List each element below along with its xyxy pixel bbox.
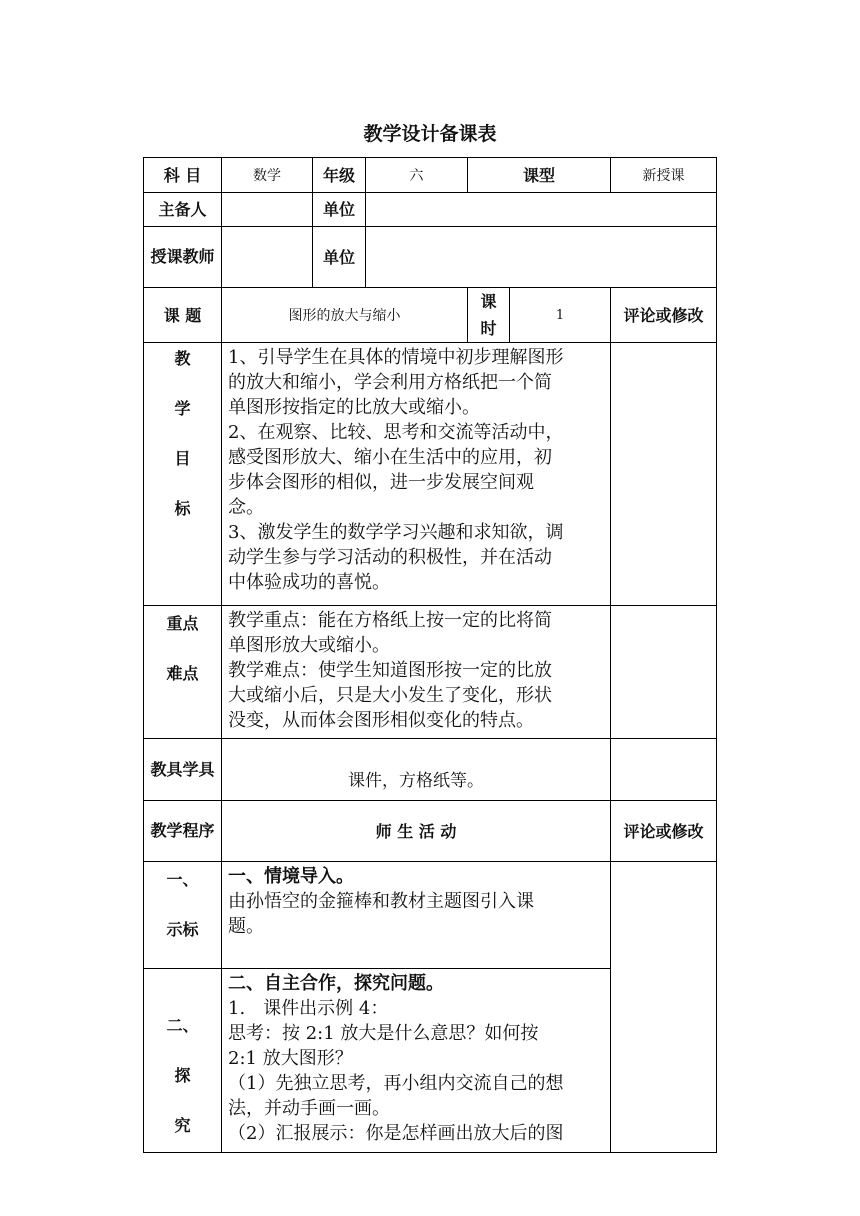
grade-value: 六: [366, 158, 468, 193]
teacher-value: [222, 227, 313, 288]
row-topic: [144, 288, 717, 343]
subject-label: 科 目: [144, 158, 222, 193]
row-step1: [144, 862, 717, 969]
row-teacher: [144, 227, 717, 288]
row-objectives: [144, 343, 717, 606]
step1-label: 一、 示标: [144, 862, 222, 969]
teacher-unit-label: 单位: [313, 227, 366, 288]
objectives-text: 1、引导学生在具体的情境中初步理解图形 的放大和缩小，学会利用方格纸把一个简 单图形按指定的比放大或缩小。 2、在观察、比较、思考和交流等活动中， 感受图形放大、缩小在生活中的应用，初 步体会图形的相似，进一步发展空间观 念。 3、激发学生的数学学习兴趣和求知欲，调 动学生参与学习活动的积极性，并在活动 中体验成功的喜悦。: [222, 343, 611, 606]
tools-label: 教具学具: [144, 739, 222, 801]
row-subject: [144, 158, 717, 193]
procedure-comment-label: 评论或修改: [611, 801, 717, 862]
teacher-unit-value: [366, 227, 717, 288]
row-procedure-header: [144, 801, 717, 862]
preparer-unit-label: 单位: [313, 193, 366, 227]
activity-label: 师 生 活 动: [222, 801, 611, 862]
row-preparer: [144, 193, 717, 227]
type-value: 新授课: [611, 158, 717, 193]
topic-label: 课 题: [144, 288, 222, 343]
period-label: 课时: [468, 288, 510, 343]
subject-value: 数学: [222, 158, 313, 193]
objectives-comment: [611, 343, 717, 606]
objectives-label: 教 学 目 标: [144, 343, 222, 606]
grade-label: 年级: [313, 158, 366, 193]
procedure-label: 教学程序: [144, 801, 222, 862]
page-title: 教学设计备课表: [363, 123, 497, 145]
tools-value: 课件，方格纸等。: [222, 739, 611, 801]
preparer-label: 主备人: [144, 193, 222, 227]
step2-text: 二、自主合作，探究问题。 1. 课件出示例 4： 思考：按 2:1 放大是什么意思？如何按 2:1 放大图形？ （1）先独立思考，再小组内交流自己的想 法，并动手画一画。 （2）汇报展示：你是怎样画出放大后的图: [222, 969, 611, 1153]
row-keypoints: [144, 606, 717, 739]
keypoints-label: 重点 难点: [144, 606, 222, 739]
row-tools: [144, 739, 717, 801]
keypoints-text: 教学重点：能在方格纸上按一定的比将简 单图形放大或缩小。 教学难点：使学生知道图形按一定的比放 大或缩小后，只是大小发生了变化，形状 没变，从而体会图形相似变化的特点。: [222, 606, 611, 739]
period-value: 1: [510, 288, 611, 343]
step2-label: 二、 探 究: [144, 969, 222, 1153]
type-label: 课型: [468, 158, 611, 193]
preparer-unit-value: [366, 193, 717, 227]
lesson-plan-table: [143, 157, 717, 1153]
preparer-value: [222, 193, 313, 227]
teacher-label: 授课教师: [144, 227, 222, 288]
steps-comment: [611, 862, 717, 1153]
topic-value: 图形的放大与缩小: [222, 288, 468, 343]
keypoints-comment: [611, 606, 717, 739]
step1-text: 一、情境导入。 由孙悟空的金箍棒和教材主题图引入课 题。: [222, 862, 611, 969]
tools-comment: [611, 739, 717, 801]
comment-label: 评论或修改: [611, 288, 717, 343]
